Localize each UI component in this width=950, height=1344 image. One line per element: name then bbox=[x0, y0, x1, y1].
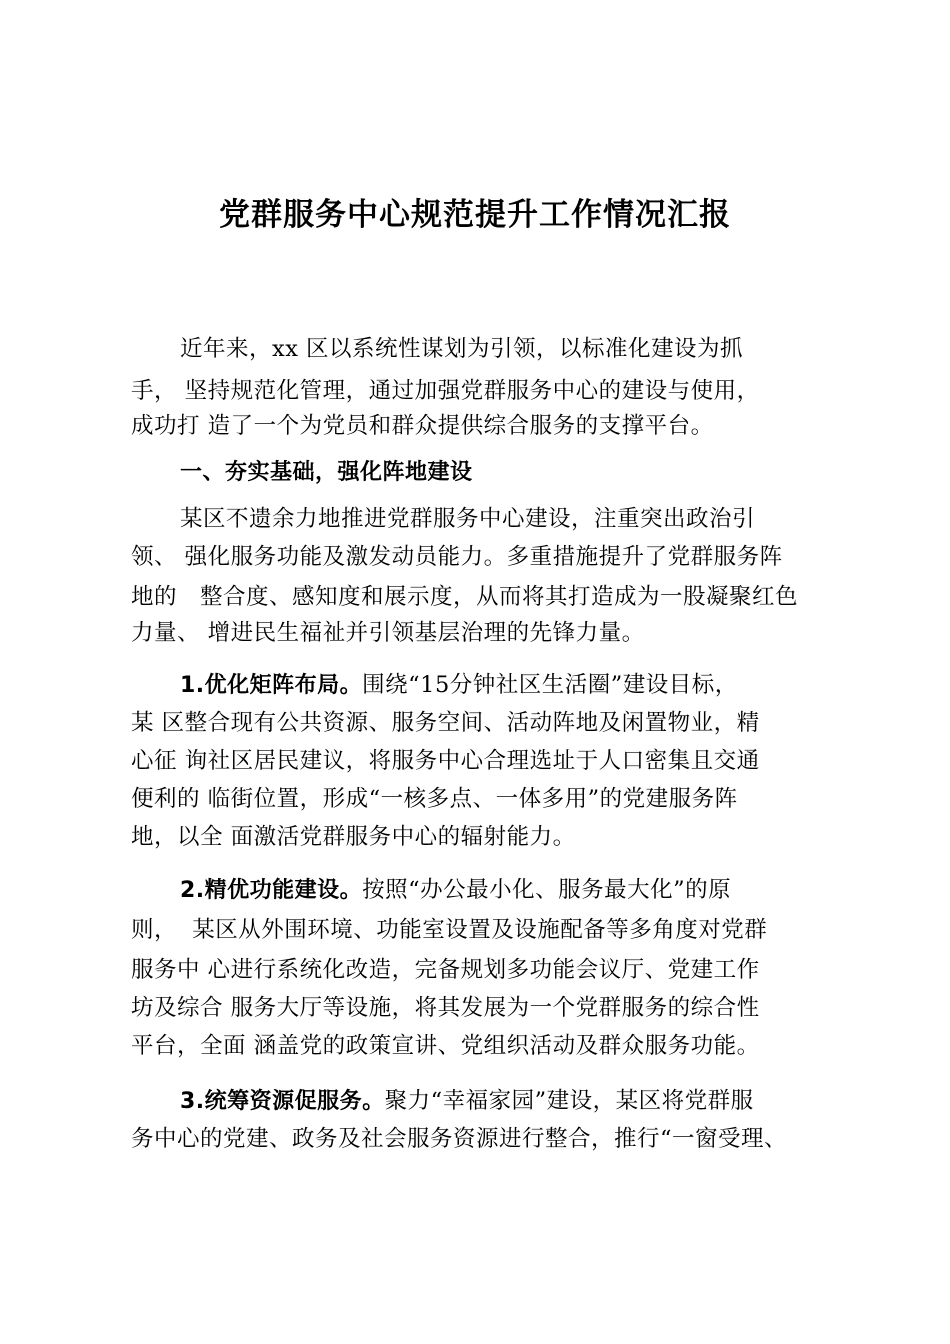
item1-line-1 bbox=[180, 664, 738, 707]
item1-line-4: 便利的 临街位置，形成“一核多点、一体多用”的党建服务阵 bbox=[131, 786, 738, 812]
item1-text-1: 围绕“15分钟社区生活圈”建设目标， bbox=[362, 672, 738, 698]
item2-line-4: 坊及综合 服务大厅等设施，将其发展为一个党群服务的综合性 bbox=[131, 995, 760, 1021]
item2-line-1 bbox=[180, 869, 731, 912]
intro-line-2: 手， 坚持规范化管理，通过加强党群服务中心的建设与使用， bbox=[131, 378, 760, 404]
item2-text-1: 按照“办公最小化、服务最大化”的原 bbox=[362, 877, 732, 903]
section1-line-1: 某区不遗余力地推进党群服务中心建设，注重突出政治引 bbox=[180, 506, 756, 532]
item3-text-1: 聚力“幸福家园”建设，某区将党群服 bbox=[384, 1088, 754, 1114]
item3-line-2: 务中心的党建、政务及社会服务资源进行整合，推行“一窗受理、 bbox=[131, 1126, 788, 1152]
document-title: 党群服务中心规范提升工作情况汇报 bbox=[219, 197, 731, 233]
section1-line-3: 地的 整合度、感知度和展示度，从而将其打造成为一股凝聚红色 bbox=[131, 584, 798, 610]
item3-lead: 3.统筹资源促服务。 bbox=[180, 1089, 385, 1114]
section1-line-4: 力量、 增进民生福祉并引领基层治理的先锋力量。 bbox=[131, 620, 645, 646]
intro-line-3: 成功打 造了一个为党员和群众提供综合服务的支撑平台。 bbox=[131, 413, 714, 439]
item1-line-3: 心征 询社区居民建议，将服务中心合理选址于人口密集且交通 bbox=[131, 748, 760, 774]
item2-line-2: 则， 某区从外围环境、功能室设置及设施配备等多角度对党群 bbox=[131, 917, 768, 943]
item2-lead: 2.精优功能建设。 bbox=[180, 878, 363, 903]
item1-line-5: 地，以全 面激活党群服务中心的辐射能力。 bbox=[131, 824, 576, 850]
item3-line-1 bbox=[180, 1080, 754, 1123]
item1-line-2: 某 区整合现有公共资源、服务空间、活动阵地及闲置物业，精 bbox=[131, 710, 760, 736]
item2-line-5: 平台，全面 涵盖党的政策宣讲、党组织活动及群众服务功能。 bbox=[131, 1033, 760, 1059]
item2-line-3: 服务中 心进行系统化改造，完备规划多功能会议厅、党建工作 bbox=[131, 957, 760, 983]
intro-line-1: 近年来，xx 区以系统性谋划为引领，以标准化建设为抓 bbox=[180, 336, 744, 362]
item1-lead: 1.优化矩阵布局。 bbox=[180, 673, 363, 698]
section1-line-2: 领、 强化服务功能及激发动员能力。多重措施提升了党群服务阵 bbox=[131, 544, 783, 570]
section-heading-1: 一、夯实基础，强化阵地建设 bbox=[180, 460, 473, 485]
